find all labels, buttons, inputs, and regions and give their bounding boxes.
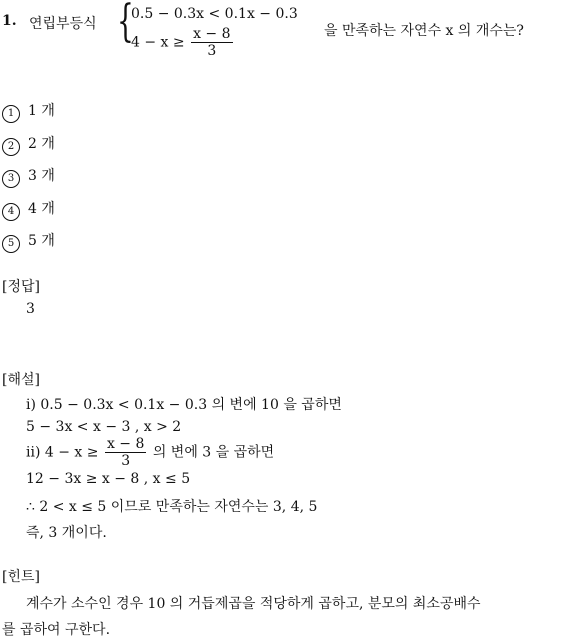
option-4[interactable] [2, 198, 55, 221]
option-2[interactable] [2, 133, 55, 156]
explanation-line-3-left: ii) 4 − x ≥ [26, 444, 99, 461]
explanation-line-5: ∴ 2 < x ≤ 5 이므로 만족하는 자연수는 3, 4, 5 [26, 499, 318, 515]
explanation-fraction [105, 436, 146, 469]
system-brace: { [117, 0, 134, 47]
option-1[interactable] [2, 100, 55, 123]
fraction-denominator: 3 [121, 453, 131, 469]
option-marker: 2 [2, 138, 20, 156]
option-5[interactable] [2, 230, 55, 253]
fraction-numerator: x − 8 [193, 26, 231, 42]
option-marker: 3 [2, 170, 20, 188]
option-text: 3 개 [28, 168, 55, 184]
option-marker: 4 [2, 203, 20, 221]
explanation-line-3 [26, 436, 274, 469]
inequality-2 [131, 26, 235, 59]
inequality-1: 0.5 − 0.3x < 0.1x − 0.3 [131, 6, 298, 22]
question-number: 1. [2, 13, 17, 29]
option-marker: 5 [2, 235, 20, 253]
inequality-2-fraction [191, 26, 232, 59]
answer-heading: [정답] [2, 279, 40, 295]
hint-line-2: 를 곱하여 구한다. [2, 622, 111, 638]
option-text: 2 개 [28, 136, 55, 152]
question-prefix: 연립부등식 [29, 16, 97, 32]
option-text: 4 개 [28, 201, 55, 217]
answer-value: 3 [26, 301, 35, 317]
explanation-line-1: i) 0.5 − 0.3x < 0.1x − 0.3 의 변에 10 을 곱하면 [26, 397, 342, 413]
option-text: 1 개 [28, 103, 55, 119]
option-marker: 1 [2, 105, 20, 123]
option-text: 5 개 [28, 233, 55, 249]
hint-heading: [힌트] [2, 569, 40, 585]
hint-line-1: 계수가 소수인 경우 10 의 거듭제곱을 적당하게 곱하고, 분모의 최소공배수 [26, 596, 481, 612]
option-3[interactable] [2, 165, 55, 188]
question-suffix: 을 만족하는 자연수 x 의 개수는? [324, 23, 524, 39]
explanation-line-2: 5 − 3x < x − 3 , x > 2 [26, 419, 182, 435]
inequality-2-left: 4 − x ≥ [131, 34, 185, 51]
explanation-line-4: 12 − 3x ≥ x − 8 , x ≤ 5 [26, 471, 191, 487]
explanation-heading: [해설] [2, 372, 40, 388]
explanation-line-6: 즉, 3 개이다. [26, 525, 107, 541]
fraction-numerator: x − 8 [106, 436, 145, 452]
fraction-denominator: 3 [207, 43, 217, 59]
explanation-line-3-right: 의 변에 3 을 곱하면 [152, 444, 275, 461]
